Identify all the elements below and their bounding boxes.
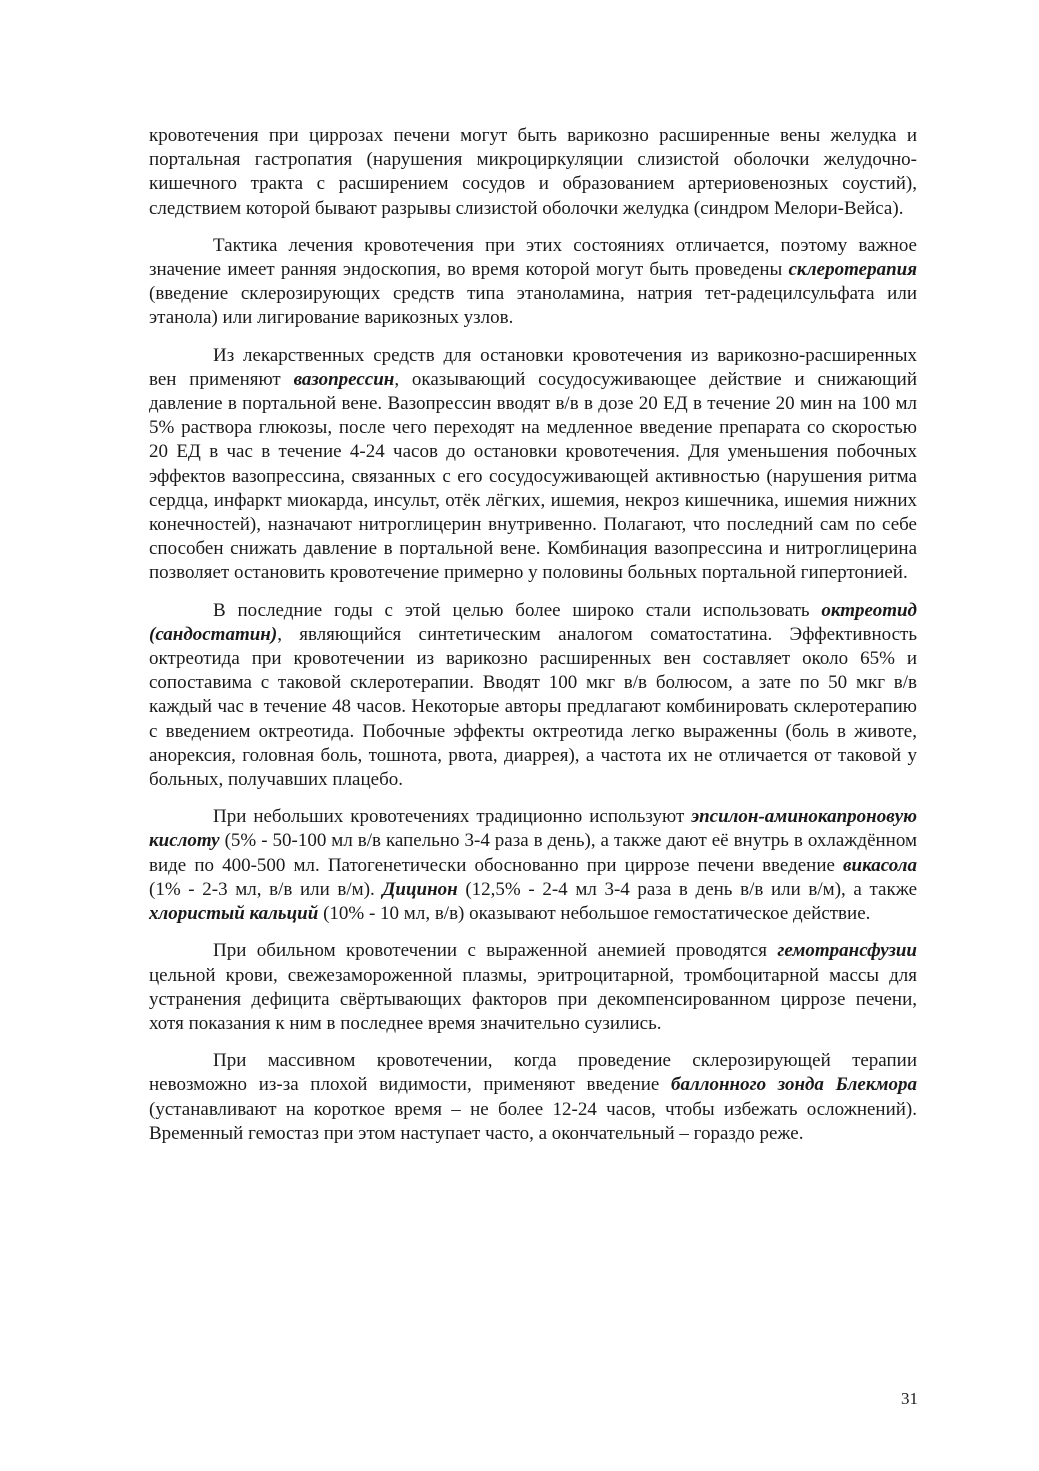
paragraph-text: (1% - 2-3 мл, в/в или в/м). <box>149 878 383 900</box>
term-hemotransfusion: гемотрансфузии <box>777 940 917 962</box>
paragraph-text: цельной крови, свежезамороженной плазмы, эритроцитарной, тромбоцитарной массы для устранения дефицита свёртывающих факторов при декомпенсированном циррозе печени, хотя показания к ним в последнее время значительно сузились. <box>149 964 917 1034</box>
paragraph-text: При небольших кровотечениях традиционно используют <box>213 806 692 828</box>
paragraph-text: (5% - 50-100 мл в/в капельно 3-4 раза в день), а также дают её внутрь в охлаждённом виде по 400-500 мл. Патогенетически обоснованно при циррозе печени введение <box>149 830 917 876</box>
term-sclerotherapy: склеротерапия <box>788 259 917 281</box>
paragraph-4 <box>149 599 917 793</box>
paragraph-text: При обильном кровотечении с выраженной анемией проводятся <box>213 940 778 962</box>
paragraph-1 <box>149 124 917 221</box>
paragraph-text: При массивном кровотечении, когда проведение склерозирующей терапии невозможно из-за плохой видимости, применяют введение <box>149 1050 917 1096</box>
paragraph-text: В последние годы с этой целью более широко стали использовать <box>213 599 822 621</box>
term-dicynone: Дицинон <box>382 878 458 900</box>
paragraph-7 <box>149 1049 917 1146</box>
term-calcium-chloride: хлористый кальций <box>149 903 319 925</box>
paragraph-text: (12,5% - 2-4 мл 3-4 раза в день в/в или в/м), а также <box>457 878 917 900</box>
paragraph-text: (введение склерозирующих средств типа этаноламина, натрия тет-радецилсульфата или этанола) или лигирование варикозных узлов. <box>149 283 917 329</box>
document-body <box>149 124 917 1159</box>
term-octreotide: октреотид (сандостатин) <box>149 599 917 645</box>
paragraph-text: , оказывающий сосудосуживающее действие и снижающий давление в портальной вене. Вазопрессин вводят в/в в дозе 20 ЕД в течение 20 мин на 100 мл 5% раствора глюкозы, после чего переходят на медленное введение препарата со скоростью 20 ЕД в час в течение 4-24 часов до остановки кровотечения. Для уменьшения побочных эффектов вазопрессина, связанных с его сосудосуживающей активностью (нарушения ритма сердца, инфаркт миокарда, инсульт, отёк лёгких, ишемия, некроз кишечника, ишемия нижних конечностей), назначают нитроглицерин внутривенно. Полагают, что последний сам по себе способен снижать давление в портальной вене. Комбинация вазопрессина и нитроглицерина позволяет остановить кровотечение примерно у половины больных портальной гипертонией. <box>149 368 917 584</box>
paragraph-text: кровотечения при циррозах печени могут быть варикозно расширенные вены желудка и портальная гастропатия (нарушения микроциркуляции слизистой оболочки желудочно-кишечного тракта с расширением сосудов и образованием артериовенозных соустий), следствием которой бывают разрывы слизистой оболочки желудка (синдром Мелори-Вейса). <box>149 125 917 219</box>
term-vikasol: викасола <box>843 854 917 876</box>
paragraph-text: Тактика лечения кровотечения при этих состояниях отличается, поэтому важное значение имеет ранняя эндоскопия, во время которой могут быть проведены <box>149 234 917 281</box>
paragraph-5 <box>149 805 917 926</box>
term-blakemore-tube: баллонного зонда Блекмора <box>671 1074 917 1096</box>
paragraph-text: (устанавливают на короткое время – не более 12-24 часов, чтобы избежать осложнений). Временный гемостаз при этом наступает часто, а окончательный – гораздо реже. <box>149 1098 917 1144</box>
paragraph-text: Из лекарственных средств для остановки кровотечения из варикозно-расширенных вен применяют <box>149 344 917 390</box>
paragraph-6 <box>149 939 917 1036</box>
term-vasopressin: вазопрессин <box>293 368 395 390</box>
paragraph-3 <box>149 344 917 586</box>
term-aminocaproic-acid: эпсилон-аминокапроновую кислоту <box>149 806 917 852</box>
paragraph-text: , являющийся синтетическим аналогом соматостатина. Эффективность октреотида при кровотечении из варикозно расширенных вен составляет около 65% и сопоставима с таковой склеротерапии. Вводят 100 мкг в/в болюсом, а зате по 50 мкг в/в каждый час в течение 48 часов. Некоторые авторы предлагают комбинировать склеротерапию с введением октреотида. Побочные эффекты октреотида легко выраженны (боль в животе, анорексия, головная боль, тошнота, рвота, диаррея), а частота их не отличается от таковой у больных, получавших плацебо. <box>149 623 917 791</box>
paragraph-2 <box>149 234 917 331</box>
page-number: 31 <box>901 1389 918 1408</box>
paragraph-text: (10% - 10 мл, в/в) оказывают небольшое гемостатическое действие. <box>318 903 871 925</box>
